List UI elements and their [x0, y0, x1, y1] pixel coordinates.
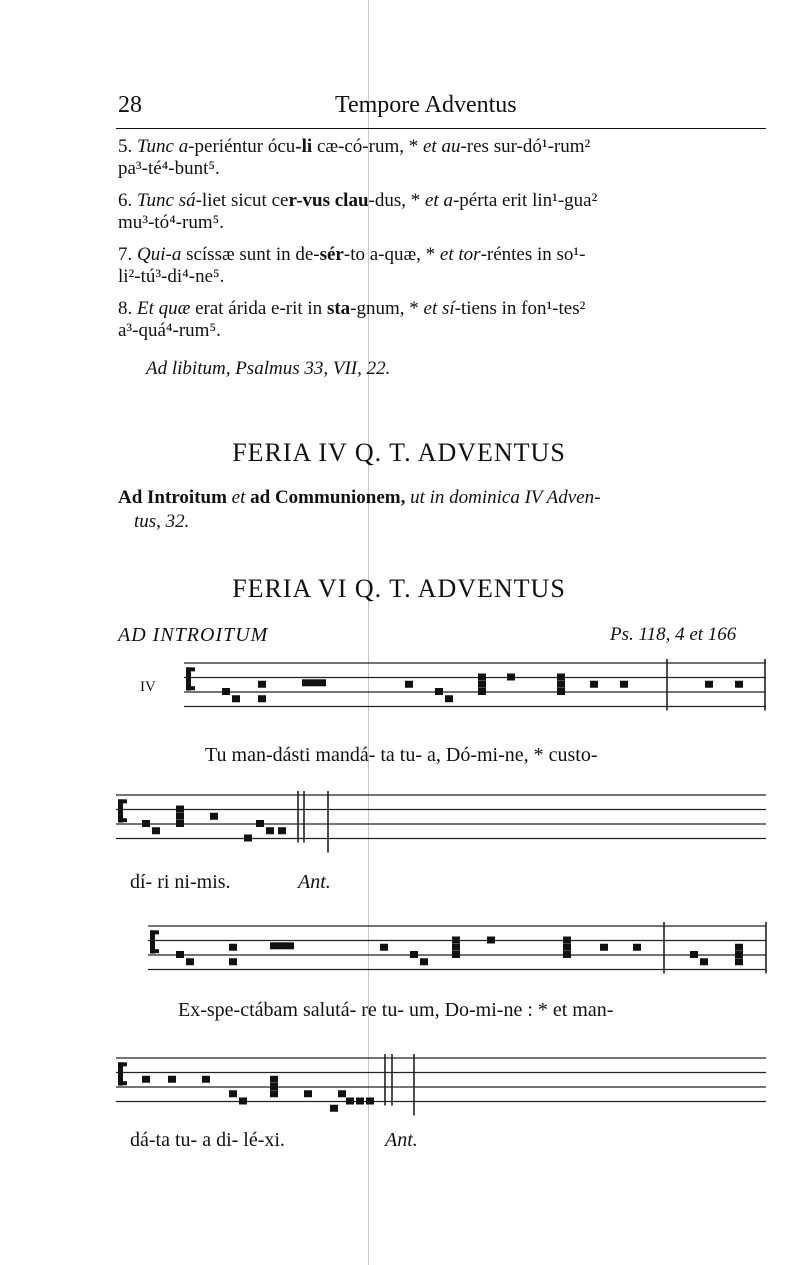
neume-note: [487, 937, 495, 944]
neume-note: [590, 681, 598, 688]
neume-note: [557, 688, 565, 695]
clef-mark: [186, 667, 195, 671]
verse-text-segment: et tor: [439, 244, 481, 265]
ant-label-1: Ant.: [298, 871, 331, 893]
ad-libitum-note: Ad libitum, Psalmus 33, VII, 22.: [146, 358, 391, 379]
verse-text-segment: Tunc: [137, 136, 174, 157]
verse-text-segment: -tiens in fon¹-tes²: [454, 298, 586, 319]
verse-text-segment: Qui-a: [137, 244, 182, 265]
verse-text-segment: -to a-quæ, *: [343, 244, 440, 265]
psalm-verse-cont: li²-tú³-di⁴-ne⁵.: [118, 266, 225, 287]
neume-note: [478, 681, 486, 688]
rubric-segment: Ad Introitum: [118, 487, 232, 508]
neume-note: [176, 806, 184, 813]
neume-note: [338, 1090, 346, 1097]
neume-note: [356, 1098, 364, 1105]
neume-note: [278, 827, 286, 834]
neume-note: [168, 1076, 176, 1083]
neume-note: [435, 688, 443, 695]
neume-note: [232, 695, 240, 702]
neume-note: [176, 951, 184, 958]
neume-note: [420, 958, 428, 965]
neume-note: [346, 1098, 354, 1105]
neume-note: [239, 1098, 247, 1105]
neume-note: [478, 688, 486, 695]
neume-note: [690, 951, 698, 958]
neume-note: [410, 951, 418, 958]
verse-text-segment: et a: [425, 190, 453, 211]
neume-note: [563, 951, 571, 958]
rubric-segment: ut in dominica IV Adven-: [410, 487, 601, 508]
neume-note: [302, 679, 310, 686]
verse-text-segment: -liet sicut ce: [195, 190, 289, 211]
psalm-verse-cont: pa³-té⁴-bunt⁵.: [118, 158, 220, 179]
verse-number: 7.: [118, 244, 137, 265]
neume-note: [735, 681, 743, 688]
verse-number: 6.: [118, 190, 137, 211]
mode-number: IV: [140, 679, 156, 695]
verse-number: 5.: [118, 136, 137, 157]
ant-label-2: Ant.: [385, 1129, 418, 1151]
feria-vi-title: FERIA VI Q. T. ADVENTUS: [232, 574, 566, 603]
neume-note: [304, 1090, 312, 1097]
verse-text-segment: sér: [319, 244, 344, 265]
neume-note: [229, 958, 237, 965]
neume-note: [270, 1083, 278, 1090]
lyric-line-2: dí- ri ni-mis.: [130, 871, 231, 893]
running-title: Tempore Adventus: [335, 92, 517, 118]
neume-note: [270, 1076, 278, 1083]
neume-note: [600, 944, 608, 951]
verse-text-segment: a: [178, 136, 189, 157]
neume-note: [256, 820, 264, 827]
neume-note: [186, 958, 194, 965]
neume-note: [452, 937, 460, 944]
verse-text-segment: scíssæ sunt in de-: [181, 244, 320, 265]
verse-text-segment: Et quæ: [137, 298, 191, 319]
neume-note: [270, 942, 278, 949]
lyric-line-4: dá-ta tu- a di- lé-xi.: [130, 1129, 285, 1151]
neume-note: [735, 944, 743, 951]
neume-note: [244, 835, 252, 842]
clef-mark: [150, 930, 159, 934]
neume-note: [176, 813, 184, 820]
lyric-line-3: Ex-spe-ctábam salutá- re tu- um, Do-mi-ne : * et man-: [178, 999, 614, 1021]
verse-text-segment: -dus, *: [368, 190, 425, 211]
verse-text-segment: Tunc sá: [137, 190, 196, 211]
psalm-verse-cont: a³-quá⁴-rum⁵.: [118, 320, 221, 341]
feria-iv-rubric-cont: tus, 32.: [134, 511, 190, 532]
neume-note: [620, 681, 628, 688]
neume-note: [210, 813, 218, 820]
neume-note: [445, 695, 453, 702]
rubric-segment: ad Communionem,: [245, 487, 411, 508]
clef-mark: [118, 1081, 127, 1085]
verse-text-segment: cæ-có-rum, *: [312, 136, 423, 157]
verse-text-segment: -res sur-dó¹-rum²: [460, 136, 591, 157]
verse-text-segment: sta: [326, 298, 351, 319]
neume-note: [266, 827, 274, 834]
verse-text-segment: r-vus clau: [288, 190, 369, 211]
neume-note: [318, 679, 326, 686]
verse-text-segment: erat árida e-rit in: [190, 298, 327, 319]
neume-note: [452, 944, 460, 951]
ad-introitum-label: AD INTROITUM: [118, 624, 269, 646]
neume-note: [286, 942, 294, 949]
clef-mark: [150, 949, 159, 953]
neume-note: [278, 942, 286, 949]
neume-note: [452, 951, 460, 958]
neume-note: [563, 944, 571, 951]
neume-note: [557, 681, 565, 688]
neume-note: [229, 944, 237, 951]
verse-text-segment: et sí: [423, 298, 455, 319]
neume-note: [735, 958, 743, 965]
neume-note: [222, 688, 230, 695]
verse-text-segment: et au: [423, 136, 461, 157]
neume-note: [258, 695, 266, 702]
clef-mark: [118, 1062, 127, 1066]
feria-iv-title: FERIA IV Q. T. ADVENTUS: [232, 438, 566, 467]
verse-text-segment: -periéntur ócu: [188, 136, 296, 157]
neume-note: [700, 958, 708, 965]
neume-note: [633, 944, 641, 951]
psalm-reference: Ps. 118, 4 et 166: [610, 624, 737, 645]
neume-note: [563, 937, 571, 944]
neume-note: [478, 674, 486, 681]
neume-note: [507, 674, 515, 681]
neume-note: [202, 1076, 210, 1083]
neume-note: [735, 951, 743, 958]
verse-text-segment: -gnum, *: [350, 298, 424, 319]
neume-note: [142, 820, 150, 827]
neume-note: [152, 827, 160, 834]
verse-number: 8.: [118, 298, 137, 319]
clef-mark: [186, 686, 195, 690]
neume-note: [310, 679, 318, 686]
clef-mark: [118, 799, 127, 803]
neume-note: [705, 681, 713, 688]
neume-note: [176, 820, 184, 827]
clef-mark: [118, 818, 127, 822]
neume-note: [142, 1076, 150, 1083]
neume-note: [229, 1090, 237, 1097]
neume-note: [270, 1090, 278, 1097]
neume-note: [366, 1098, 374, 1105]
verse-text-segment: -li: [295, 136, 313, 157]
verse-text-segment: -pérta erit lin¹-gua²: [452, 190, 598, 211]
page-number: 28: [118, 92, 142, 118]
neume-note: [557, 674, 565, 681]
neume-note: [330, 1105, 338, 1112]
neume-note: [380, 944, 388, 951]
verse-text-segment: -réntes in so¹-: [480, 244, 586, 265]
neume-note: [405, 681, 413, 688]
neume-note: [258, 681, 266, 688]
lyric-line-1: Tu man-dásti mandá- ta tu- a, Dó-mi-ne, * custo-: [205, 744, 598, 766]
psalm-verse-cont: mu³-tó⁴-rum⁵.: [118, 212, 225, 233]
rubric-segment: et: [231, 487, 246, 508]
